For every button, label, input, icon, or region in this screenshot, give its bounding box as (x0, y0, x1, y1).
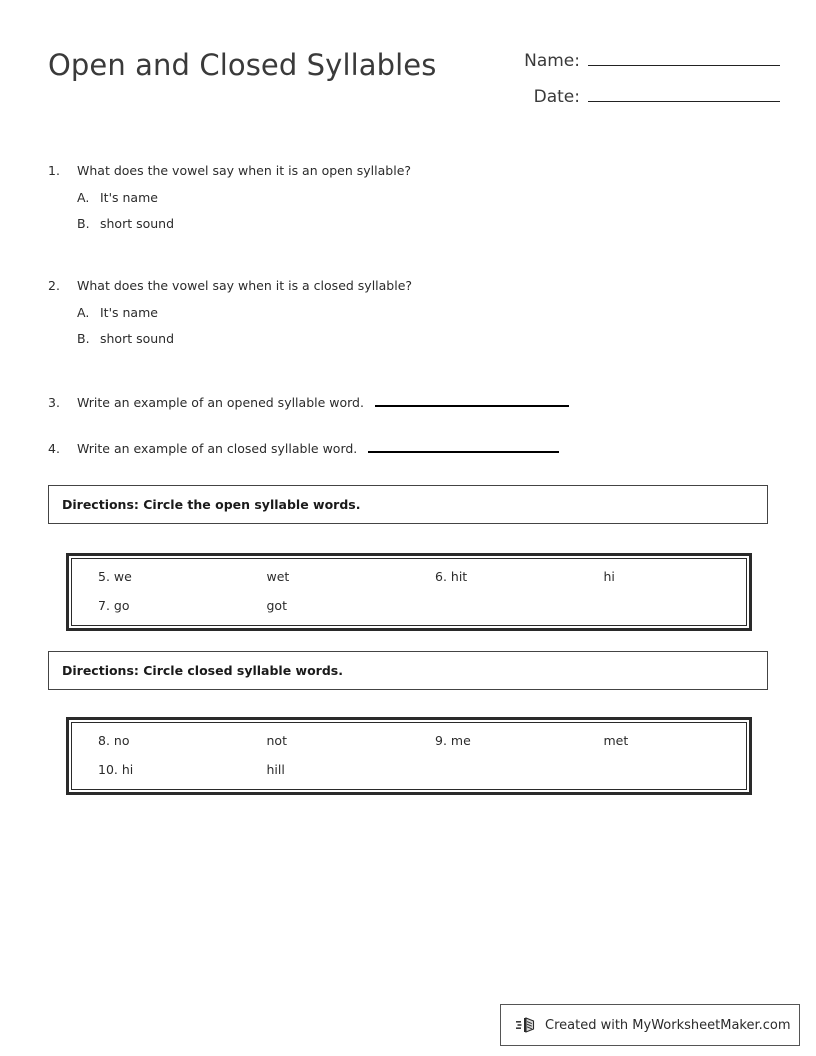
word-cell[interactable]: got (266, 598, 287, 613)
name-field-row (500, 48, 780, 71)
question-1-option-a-text: It's name (100, 190, 158, 205)
question-3-prompt (48, 393, 748, 410)
question-2-options (77, 305, 748, 346)
question-3-answer-line[interactable] (375, 393, 569, 407)
worksheet-maker-logo-icon (515, 1014, 537, 1036)
question-2 (48, 278, 748, 357)
directions-open-syllables: Directions: Circle the open syllable words. (48, 485, 768, 524)
word-table-closed-syllables (66, 717, 752, 795)
date-label: Date: (533, 87, 580, 107)
word-cell[interactable]: hi (603, 569, 615, 584)
question-1-options (77, 190, 748, 231)
name-label: Name: (524, 51, 580, 71)
question-1-option-a[interactable] (77, 190, 748, 205)
word-cell[interactable]: 6. hit (435, 569, 468, 584)
word-table-closed-syllables-inner (71, 722, 747, 790)
word-cell[interactable]: hill (266, 762, 285, 777)
question-2-option-a[interactable] (77, 305, 748, 320)
word-cell[interactable]: 8. no (98, 733, 130, 748)
question-4 (48, 439, 748, 456)
directions-closed-syllables: Directions: Circle closed syllable words. (48, 651, 768, 690)
table-row (72, 598, 746, 613)
footer-attribution-badge[interactable] (500, 1004, 800, 1046)
question-1-text: What does the vowel say when it is an open syllable? (77, 163, 412, 178)
word-cell[interactable]: 9. me (435, 733, 471, 748)
question-2-option-b-letter: B. (77, 331, 90, 346)
question-2-option-a-letter: A. (77, 305, 90, 320)
question-3-number: 3. (48, 395, 60, 410)
question-1 (48, 163, 748, 242)
question-2-option-b[interactable] (77, 331, 748, 346)
question-3 (48, 393, 748, 410)
question-2-option-a-text: It's name (100, 305, 158, 320)
question-3-text: Write an example of an opened syllable word. (77, 395, 364, 410)
word-cell[interactable]: met (603, 733, 629, 748)
question-4-number: 4. (48, 441, 60, 456)
question-4-text: Write an example of an closed syllable word. (77, 441, 358, 456)
word-cell[interactable]: wet (266, 569, 290, 584)
question-1-prompt (48, 163, 748, 178)
question-1-option-b[interactable] (77, 216, 748, 231)
word-cell[interactable]: 7. go (98, 598, 130, 613)
question-1-option-a-letter: A. (77, 190, 90, 205)
date-input-line[interactable] (588, 84, 780, 102)
question-1-option-b-letter: B. (77, 216, 90, 231)
question-1-option-b-text: short sound (100, 216, 175, 231)
word-table-open-syllables (66, 553, 752, 631)
word-cell[interactable]: 5. we (98, 569, 132, 584)
name-input-line[interactable] (588, 48, 780, 66)
table-row (72, 569, 746, 584)
page-title: Open and Closed Syllables (48, 48, 437, 82)
date-field-row (500, 84, 780, 107)
word-cell[interactable]: not (266, 733, 287, 748)
footer-attribution-text: Created with MyWorksheetMaker.com (545, 1017, 791, 1033)
table-row (72, 733, 746, 748)
table-row (72, 762, 746, 777)
question-4-prompt (48, 439, 748, 456)
question-1-number: 1. (48, 163, 60, 178)
question-2-option-b-text: short sound (100, 331, 175, 346)
question-2-number: 2. (48, 278, 60, 293)
question-2-text: What does the vowel say when it is a closed syllable? (77, 278, 413, 293)
question-2-prompt (48, 278, 748, 293)
name-date-block (500, 48, 780, 120)
word-table-open-syllables-inner (71, 558, 747, 626)
question-4-answer-line[interactable] (368, 439, 559, 453)
word-cell[interactable]: 10. hi (98, 762, 134, 777)
